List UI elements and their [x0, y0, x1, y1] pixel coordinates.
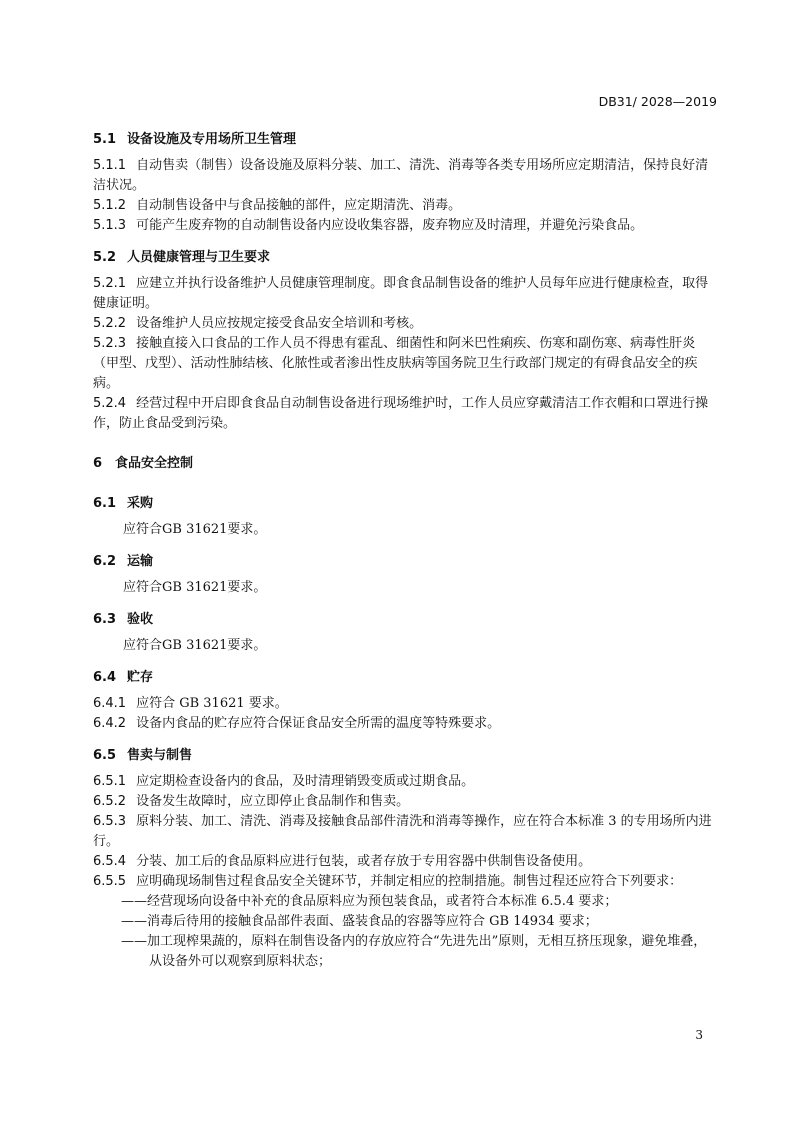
clause-number: 6.5.3	[93, 814, 127, 829]
section-heading	[93, 746, 717, 766]
section-title: 验收	[127, 612, 154, 627]
section-heading	[93, 454, 717, 474]
section-heading	[93, 494, 717, 514]
requirement-text: 应符合GB 31621要求。	[123, 580, 267, 595]
section-title: 采购	[127, 496, 154, 511]
section-heading	[93, 130, 717, 150]
section-number: 6.2	[93, 554, 117, 569]
clause	[93, 274, 717, 314]
section-title: 人员健康管理与卫生要求	[127, 250, 271, 265]
clause-text: 接触直接入口食品的工作人员不得患有霍乱、细菌性和阿米巴性痢疾、伤寒和副伤寒、病毒性肝炎（甲型、戊型）、活动性肺结核、化脓性或者渗出性皮肤病等国务院卫生行政部门规定的有碍食品安全的疾病。	[93, 336, 698, 391]
clause-number: 5.1.2	[93, 198, 127, 213]
section-number: 6.3	[93, 612, 117, 627]
clause-number: 5.1.1	[93, 158, 127, 173]
document-body	[93, 130, 717, 972]
clause-text: 应符合 GB 31621 要求。	[136, 696, 288, 711]
clause-number: 6.4.1	[93, 696, 127, 711]
clause-text: 应定期检查设备内的食品，及时清理销毁变质或过期食品。	[136, 774, 475, 789]
clause	[93, 314, 717, 334]
clause	[93, 714, 717, 734]
clause-number: 5.2.3	[93, 336, 127, 351]
requirement-text: 应符合GB 31621要求。	[123, 522, 267, 537]
clause-text: 设备维护人员应按规定接受食品安全培训和考核。	[136, 316, 423, 331]
clause	[93, 792, 717, 812]
clause	[93, 216, 717, 236]
section-heading	[93, 552, 717, 572]
section-number: 6.1	[93, 496, 117, 511]
section-number: 6.5	[93, 748, 117, 763]
section-number: 6	[93, 456, 103, 471]
clause-number: 6.4.2	[93, 716, 127, 731]
list-item: ——消毒后待用的接触食品部件表面、盛装食品的容器等应符合 GB 14934 要求；	[121, 914, 598, 929]
clause-text: 应明确现场制售过程食品安全关键环节，并制定相应的控制措施。制售过程还应符合下列要求：	[136, 874, 683, 889]
section-number: 5.2	[93, 250, 117, 265]
clause	[93, 334, 717, 394]
list-item: ——经营现场向设备中补充的食品原料应为预包装食品，或者符合本标准 6.5.4 要求；	[121, 894, 618, 909]
clause-text: 设备内食品的贮存应符合保证食品安全所需的温度等特殊要求。	[136, 716, 501, 731]
clause-text: 可能产生废弃物的自动制售设备内应设收集容器，废弃物应及时清理，并避免污染食品。	[136, 218, 644, 233]
clause-number: 6.5.4	[93, 854, 127, 869]
clause	[93, 156, 717, 196]
clause-text: 自动售卖（制售）设备设施及原料分装、加工、清洗、消毒等各类专用场所应定期清洁，保持良好清洁状况。	[93, 158, 709, 193]
clause-number: 6.5.2	[93, 794, 127, 809]
clause-number: 5.2.4	[93, 396, 127, 411]
clause	[93, 852, 717, 872]
clause-number: 5.2.1	[93, 276, 127, 291]
clause-number: 5.2.2	[93, 316, 127, 331]
clause-text: 设备发生故障时，应立即停止食品制作和售卖。	[136, 794, 410, 809]
page-number: 3	[695, 1028, 703, 1042]
clause-text: 经营过程中开启即食食品自动制售设备进行现场维护时，工作人员应穿戴清洁工作衣帽和口罩进行操作，防止食品受到污染。	[93, 396, 709, 431]
section-title: 售卖与制售	[127, 748, 193, 763]
section-number: 6.4	[93, 670, 117, 685]
section-title: 设备设施及专用场所卫生管理	[127, 132, 297, 147]
section-heading	[93, 248, 717, 268]
section-title: 贮存	[127, 670, 154, 685]
section-heading	[93, 610, 717, 630]
requirement-text: 应符合GB 31621要求。	[123, 638, 267, 653]
clause-text: 自动制售设备中与食品接触的部件，应定期清洗、消毒。	[136, 198, 462, 213]
clause-text: 分装、加工后的食品原料应进行包装，或者存放于专用容器中供制售设备使用。	[136, 854, 592, 869]
section-title: 食品安全控制	[115, 456, 194, 471]
list-item: ——加工现榨果蔬的，原料在制售设备内的存放应符合“先进先出”原则，无相互挤压现象，避免堆叠，从设备外可以观察到原料状态；	[121, 934, 707, 969]
section-title: 运输	[127, 554, 154, 569]
section-number: 5.1	[93, 132, 117, 147]
section-heading	[93, 668, 717, 688]
clause	[93, 812, 717, 852]
clause-number: 6.5.5	[93, 874, 127, 889]
clause-text: 应建立并执行设备维护人员健康管理制度。即食食品制售设备的维护人员每年应进行健康检查，取得健康证明。	[93, 276, 709, 311]
document-code: DB31/ 2028—2019	[598, 94, 717, 109]
clause	[93, 694, 717, 714]
clause-text: 原料分装、加工、清洗、消毒及接触食品部件清洗和消毒等操作，应在符合本标准 3 的专用场所内进行。	[93, 814, 712, 849]
clause	[93, 196, 717, 216]
clause-number: 6.5.1	[93, 774, 127, 789]
clause	[93, 394, 717, 434]
clause-number: 5.1.3	[93, 218, 127, 233]
clause	[93, 772, 717, 792]
clause	[93, 872, 717, 892]
